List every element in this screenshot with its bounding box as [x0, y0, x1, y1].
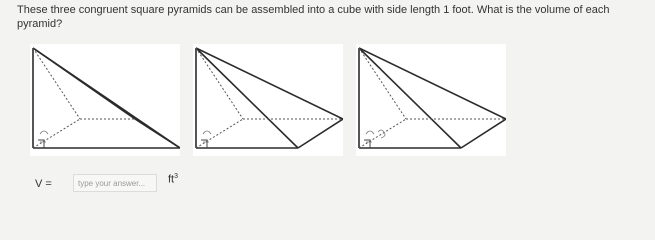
square-pyramid-1-diagram	[30, 44, 180, 156]
pyramid-figure-1	[30, 44, 180, 156]
square-pyramid-2-diagram	[193, 44, 343, 156]
answer-input[interactable]	[73, 174, 157, 192]
pyramid-figure-2	[193, 44, 343, 156]
square-pyramid-3-diagram	[356, 44, 506, 156]
pyramid-figure-3	[356, 44, 506, 156]
answer-row	[0, 170, 655, 192]
unit-base: ft	[168, 173, 175, 186]
question-text: These three congruent square pyramids can be assembled into a cube with side length 1 foot. What is the volume of each pyramid?	[17, 4, 610, 30]
volume-label: V =	[35, 178, 52, 190]
unit-label	[168, 173, 178, 186]
unit-exponent: 3	[174, 173, 179, 180]
